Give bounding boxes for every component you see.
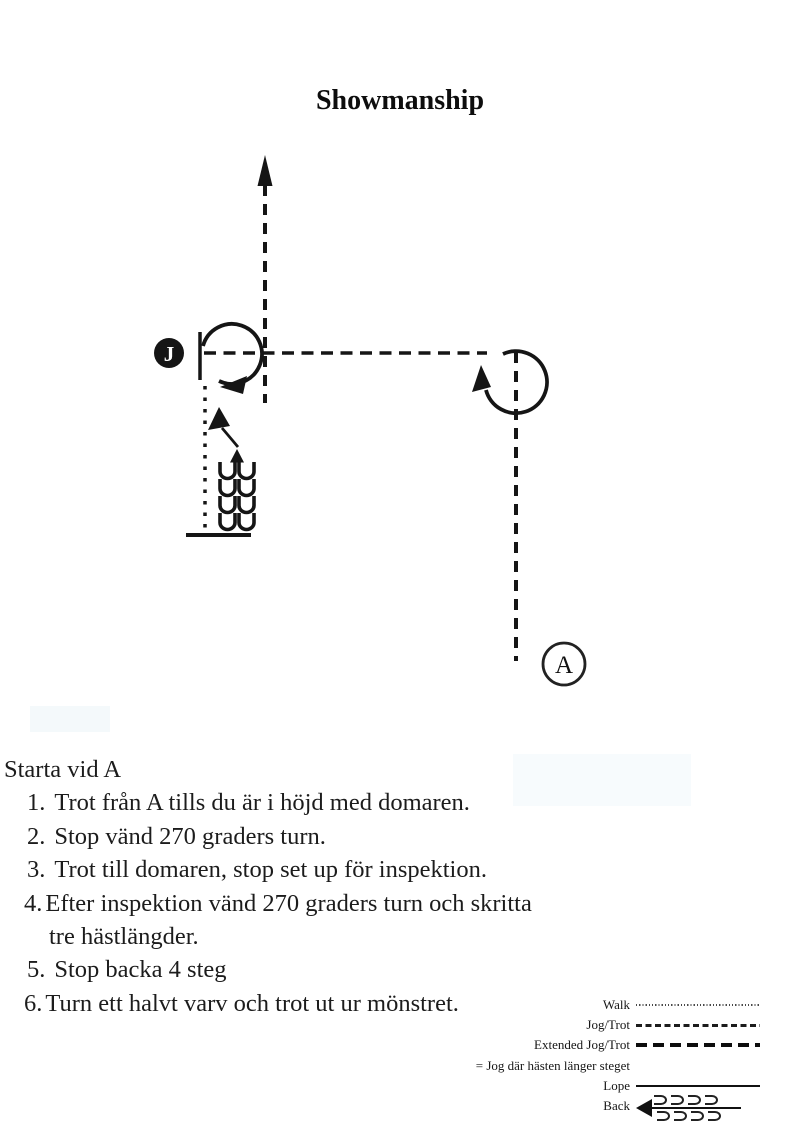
back-arrow-curve xyxy=(222,428,238,447)
back-direction-tip-icon xyxy=(230,449,244,463)
back-legend-hoofprints-bottom xyxy=(657,1111,721,1121)
legend-row-back xyxy=(455,1096,770,1116)
empty-sample xyxy=(636,1056,760,1076)
legend-row-walk xyxy=(455,995,770,1015)
instruction-item xyxy=(2,820,642,853)
legend-row-jog-trot xyxy=(455,1015,770,1035)
item-number: 5. xyxy=(27,956,46,984)
item-number: 6. xyxy=(24,989,43,1017)
instructions-intro: Starta vid A xyxy=(4,756,122,783)
item-text: Efter inspektion vänd 270 graders turn och skritta xyxy=(45,889,532,917)
instructions-block xyxy=(2,753,642,1020)
item-number: 2. xyxy=(27,822,46,850)
back-legend-hoofprints-top xyxy=(654,1095,718,1105)
instruction-item xyxy=(2,853,642,886)
page-title: Showmanship xyxy=(315,85,485,116)
back-symbol xyxy=(636,1094,760,1126)
legend-label: Back xyxy=(603,1098,630,1114)
item-text: Trot från A tills du är i höjd med domaren. xyxy=(54,789,470,817)
legend-row-extended-jog-trot xyxy=(455,1035,770,1055)
start-label: A xyxy=(554,652,574,679)
turn-right-arrowhead-icon xyxy=(472,365,491,392)
legend-row-lope xyxy=(455,1076,770,1096)
instruction-item xyxy=(2,786,642,819)
extended-jog-trot-line-sample xyxy=(636,1035,760,1055)
showmanship-pattern-diagram xyxy=(0,140,800,710)
jog-trot-line-sample xyxy=(636,1015,760,1035)
back-arrowhead-icon xyxy=(208,407,230,430)
instruction-item xyxy=(2,887,642,920)
item-number: 4. xyxy=(24,889,43,917)
legend-label: = Jog där hästen länger steget xyxy=(475,1057,630,1073)
legend-label: Walk xyxy=(602,997,630,1013)
gait-legend xyxy=(455,995,770,1116)
item-number: 3. xyxy=(27,856,46,884)
turn-left-arrowhead-icon xyxy=(220,376,247,394)
back-hoofprints xyxy=(220,462,254,530)
legend-label: Extended Jog/Trot xyxy=(534,1037,630,1053)
back-legend-shaft xyxy=(647,1107,741,1109)
item-text: Stop backa 4 steg xyxy=(54,956,227,984)
legend-label: Lope xyxy=(603,1077,630,1093)
legend-row-jog-note xyxy=(455,1056,770,1076)
lope-line-sample xyxy=(636,1076,760,1096)
judge-label: J xyxy=(163,342,175,366)
instruction-item xyxy=(2,953,642,986)
instruction-continuation: tre hästlängder. xyxy=(49,923,199,951)
item-number: 1. xyxy=(27,789,46,817)
exit-arrowhead-icon xyxy=(258,155,273,186)
walk-line-sample xyxy=(636,995,760,1015)
legend-label: Jog/Trot xyxy=(586,1017,630,1033)
item-text: Stop vänd 270 graders turn. xyxy=(54,822,326,850)
item-text: Trot till domaren, stop set up för inspektion. xyxy=(54,856,487,884)
item-text: Turn ett halvt varv och trot ut ur mönstret. xyxy=(45,989,459,1017)
